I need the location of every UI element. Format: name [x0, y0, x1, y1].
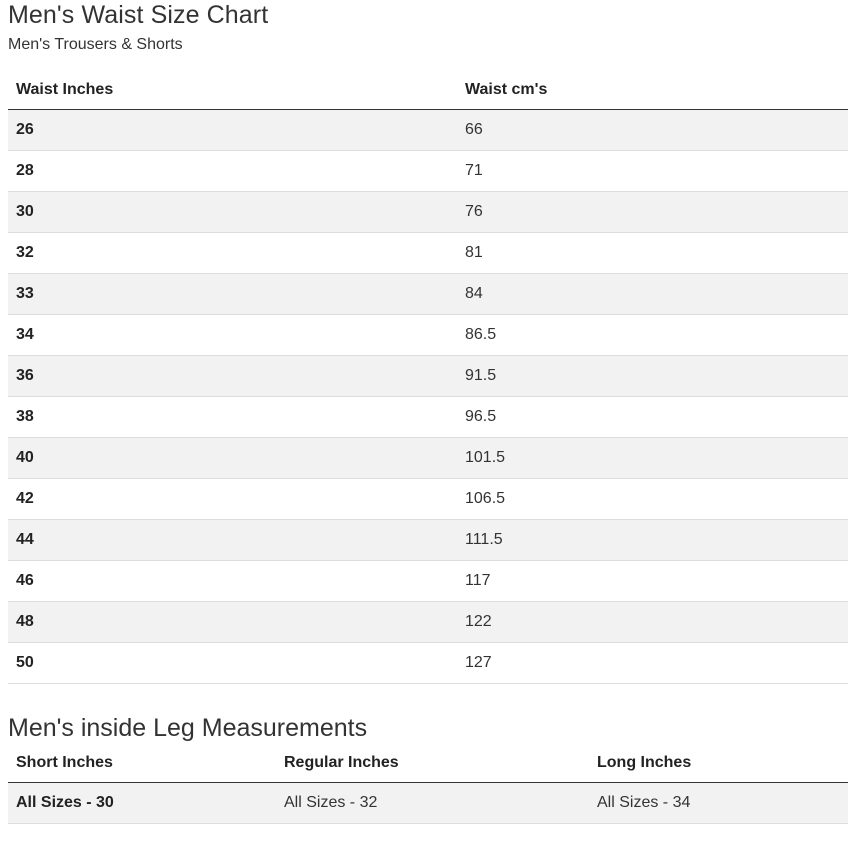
waist-inches-cell: 34	[8, 315, 457, 356]
leg-chart-title: Men's inside Leg Measurements	[8, 714, 368, 742]
waist-cm-cell: 81	[457, 233, 848, 274]
table-row	[8, 192, 848, 233]
waist-inches-cell: 38	[8, 397, 457, 438]
waist-cm-cell: 101.5	[457, 438, 848, 479]
waist-inches-cell: 48	[8, 602, 457, 643]
table-row	[8, 233, 848, 274]
waist-cm-cell: 111.5	[457, 520, 848, 561]
short-inches-cell: All Sizes - 30	[8, 783, 276, 824]
table-row	[8, 783, 848, 824]
waist-inches-cell: 44	[8, 520, 457, 561]
waist-inches-cell: 32	[8, 233, 457, 274]
waist-cm-cell: 106.5	[457, 479, 848, 520]
waist-inches-cell: 40	[8, 438, 457, 479]
table-row	[8, 151, 848, 192]
waist-chart-title: Men's Waist Size Chart	[8, 1, 269, 29]
waist-table-body	[8, 110, 848, 684]
waist-cm-cell: 66	[457, 110, 848, 151]
table-header-row	[8, 744, 848, 783]
column-header-waist-cm: Waist cm's	[457, 71, 848, 110]
waist-cm-cell: 122	[457, 602, 848, 643]
table-row	[8, 315, 848, 356]
table-row	[8, 356, 848, 397]
waist-size-table	[8, 71, 848, 684]
waist-cm-cell: 91.5	[457, 356, 848, 397]
column-header-waist-inches: Waist Inches	[8, 71, 457, 110]
waist-cm-cell: 76	[457, 192, 848, 233]
waist-inches-cell: 42	[8, 479, 457, 520]
waist-inches-cell: 50	[8, 643, 457, 684]
waist-cm-cell: 84	[457, 274, 848, 315]
column-header-long-inches: Long Inches	[589, 744, 848, 783]
inside-leg-table	[8, 744, 848, 824]
waist-inches-cell: 30	[8, 192, 457, 233]
table-row	[8, 602, 848, 643]
table-header-row	[8, 71, 848, 110]
waist-cm-cell: 117	[457, 561, 848, 602]
waist-cm-cell: 86.5	[457, 315, 848, 356]
column-header-short-inches: Short Inches	[8, 744, 276, 783]
long-inches-cell: All Sizes - 34	[589, 783, 848, 824]
regular-inches-cell: All Sizes - 32	[276, 783, 589, 824]
column-header-regular-inches: Regular Inches	[276, 744, 589, 783]
table-row	[8, 274, 848, 315]
waist-inches-cell: 28	[8, 151, 457, 192]
waist-cm-cell: 96.5	[457, 397, 848, 438]
waist-inches-cell: 46	[8, 561, 457, 602]
waist-cm-cell: 127	[457, 643, 848, 684]
table-row	[8, 397, 848, 438]
table-row	[8, 110, 848, 151]
leg-table-body	[8, 783, 848, 824]
table-row	[8, 643, 848, 684]
waist-cm-cell: 71	[457, 151, 848, 192]
table-row	[8, 438, 848, 479]
table-row	[8, 520, 848, 561]
table-row	[8, 561, 848, 602]
table-row	[8, 479, 848, 520]
waist-inches-cell: 36	[8, 356, 457, 397]
waist-inches-cell: 26	[8, 110, 457, 151]
waist-inches-cell: 33	[8, 274, 457, 315]
waist-chart-subtitle: Men's Trousers & Shorts	[8, 36, 183, 53]
